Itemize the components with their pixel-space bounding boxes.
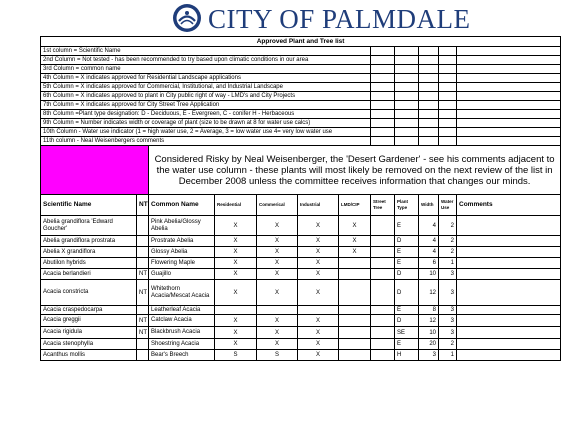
empty-cell: [439, 56, 457, 65]
cell-commercial: X: [257, 339, 298, 350]
cell-commercial: X: [257, 247, 298, 258]
cell-plant-type: E: [395, 247, 419, 258]
cell-water-use: 1: [439, 258, 457, 269]
empty-cell: [439, 119, 457, 128]
header-width: Width: [419, 195, 439, 216]
cell-scientific-name: Acanthus mollis: [41, 350, 137, 361]
empty-cell: [371, 74, 395, 83]
header-commercial: Commerical: [257, 195, 298, 216]
cell-industrial: X: [298, 315, 339, 327]
empty-cell: [457, 74, 561, 83]
cell-comments: [457, 247, 561, 258]
cell-nt: NT: [137, 269, 149, 280]
table-title: Approved Plant and Tree list: [41, 37, 561, 47]
cell-comments: [457, 306, 561, 315]
header-common: Common Name: [149, 195, 215, 216]
cell-comments: [457, 327, 561, 339]
cell-lmd: [339, 339, 371, 350]
empty-cell: [419, 119, 439, 128]
cell-industrial: X: [298, 258, 339, 269]
cell-plant-type: SE: [395, 327, 419, 339]
empty-cell: [371, 137, 395, 146]
empty-cell: [457, 47, 561, 56]
cell-width: 4: [419, 216, 439, 236]
cell-industrial: X: [298, 280, 339, 306]
cell-residential: X: [215, 258, 257, 269]
risky-note-row: [41, 146, 561, 195]
cell-nt: [137, 306, 149, 315]
cell-industrial: X: [298, 247, 339, 258]
cell-width: 3: [419, 350, 439, 361]
cell-industrial: X: [298, 339, 339, 350]
cell-plant-type: H: [395, 350, 419, 361]
city-brand-name: CITY OF PALMDALE: [208, 4, 471, 34]
cell-lmd: [339, 327, 371, 339]
cell-nt: NT: [137, 327, 149, 339]
legend-text: 9th Column = Number indicates width or coverage of plant (size to be drawn at 8 for water use calcs): [41, 119, 371, 128]
empty-cell: [395, 56, 419, 65]
empty-cell: [371, 65, 395, 74]
cell-nt: [137, 216, 149, 236]
table-row: [41, 315, 561, 327]
cell-scientific-name: Abelia grandiflora prostrata: [41, 236, 137, 247]
cell-residential: [215, 306, 257, 315]
cell-residential: X: [215, 247, 257, 258]
legend-row: [41, 47, 561, 56]
cell-industrial: X: [298, 236, 339, 247]
cell-street-tree: [371, 315, 395, 327]
legend-text: 6th Column = X indicates approved to plant in City public right of way - LMD's and City Projects: [41, 92, 371, 101]
empty-cell: [395, 92, 419, 101]
empty-cell: [395, 83, 419, 92]
cell-lmd: [339, 315, 371, 327]
cell-scientific-name: Acacia stenophylla: [41, 339, 137, 350]
cell-nt: NT: [137, 280, 149, 306]
empty-cell: [457, 119, 561, 128]
empty-cell: [439, 137, 457, 146]
cell-width: 6: [419, 258, 439, 269]
header-nt: NT: [137, 195, 149, 216]
empty-cell: [395, 137, 419, 146]
cell-commercial: S: [257, 350, 298, 361]
cell-scientific-name: Acacia rigidula: [41, 327, 137, 339]
empty-cell: [419, 137, 439, 146]
legend-row: [41, 56, 561, 65]
empty-cell: [419, 128, 439, 137]
empty-cell: [371, 101, 395, 110]
table-row: [41, 339, 561, 350]
empty-cell: [419, 65, 439, 74]
column-header-row: [41, 195, 561, 216]
cell-water-use: 2: [439, 247, 457, 258]
legend-row: [41, 74, 561, 83]
cell-commercial: X: [257, 280, 298, 306]
cell-lmd: [339, 350, 371, 361]
cell-common-name: Leatherleaf Acacia: [149, 306, 215, 315]
cell-residential: S: [215, 350, 257, 361]
cell-residential: X: [215, 280, 257, 306]
cell-residential: X: [215, 269, 257, 280]
cell-lmd: X: [339, 216, 371, 236]
cell-lmd: X: [339, 247, 371, 258]
cell-scientific-name: Acacia greggii: [41, 315, 137, 327]
empty-cell: [457, 137, 561, 146]
empty-cell: [457, 65, 561, 74]
empty-cell: [371, 110, 395, 119]
cell-industrial: X: [298, 216, 339, 236]
empty-cell: [439, 92, 457, 101]
cell-commercial: [257, 306, 298, 315]
cell-commercial: X: [257, 315, 298, 327]
empty-cell: [457, 56, 561, 65]
cell-water-use: 3: [439, 280, 457, 306]
cell-lmd: [339, 306, 371, 315]
empty-cell: [457, 83, 561, 92]
cell-common-name: Glossy Abelia: [149, 247, 215, 258]
empty-cell: [371, 83, 395, 92]
empty-cell: [439, 110, 457, 119]
header-residential: Residential: [215, 195, 257, 216]
empty-cell: [439, 74, 457, 83]
cell-comments: [457, 216, 561, 236]
legend-text: 11th column - Neal Weisenbergers comments: [41, 137, 371, 146]
cell-scientific-name: Acacia berlandieri: [41, 269, 137, 280]
empty-cell: [395, 65, 419, 74]
cell-comments: [457, 269, 561, 280]
cell-scientific-name: Abutilon hybrids: [41, 258, 137, 269]
cell-plant-type: E: [395, 339, 419, 350]
cell-water-use: 3: [439, 315, 457, 327]
empty-cell: [457, 92, 561, 101]
table-row: [41, 216, 561, 236]
empty-cell: [419, 56, 439, 65]
legend-row: [41, 119, 561, 128]
legend-text: 10th Column - Water use indicator (1 = high water use, 2 = Average, 3 = low water use 4= very low water use: [41, 128, 371, 137]
cell-water-use: 3: [439, 306, 457, 315]
cell-plant-type: D: [395, 236, 419, 247]
plant-list-table: [40, 36, 561, 361]
cell-comments: [457, 339, 561, 350]
legend-row: [41, 101, 561, 110]
legend-text: 8th Column =Plant type designation: D - Deciduous, E - Evergreen, C - conifer H - Herbaceous: [41, 110, 371, 119]
cell-comments: [457, 258, 561, 269]
cell-water-use: 3: [439, 327, 457, 339]
empty-cell: [439, 101, 457, 110]
cell-width: 8: [419, 306, 439, 315]
cell-street-tree: [371, 236, 395, 247]
cell-common-name: Whitethorn Acacia/Mescat Acacia: [149, 280, 215, 306]
empty-cell: [439, 65, 457, 74]
legend-row: [41, 83, 561, 92]
header-street: Street Tree: [371, 195, 395, 216]
legend-row: [41, 65, 561, 74]
cell-comments: [457, 315, 561, 327]
cell-comments: [457, 236, 561, 247]
table-row: [41, 258, 561, 269]
cell-commercial: X: [257, 236, 298, 247]
cell-plant-type: D: [395, 280, 419, 306]
risky-note-text: Considered Risky by Neal Weisenberger, the 'Desert Gardener' - see his comments adjacent to the water use column - these plants will most likely be removed on the next review of the list in December 2008 unless the committee receives information that changes our minds.: [149, 146, 561, 195]
cell-water-use: 2: [439, 236, 457, 247]
table-row: [41, 269, 561, 280]
cell-nt: NT: [137, 315, 149, 327]
legend-text: 1st column = Scientific Name: [41, 47, 371, 56]
cell-nt: [137, 258, 149, 269]
empty-cell: [395, 128, 419, 137]
empty-cell: [439, 128, 457, 137]
cell-water-use: 3: [439, 269, 457, 280]
cell-residential: X: [215, 216, 257, 236]
empty-cell: [419, 47, 439, 56]
header-scientific: Scientific Name: [41, 195, 137, 216]
table-row: [41, 280, 561, 306]
empty-cell: [457, 128, 561, 137]
empty-cell: [457, 101, 561, 110]
cell-street-tree: [371, 216, 395, 236]
cell-comments: [457, 280, 561, 306]
legend-row: [41, 137, 561, 146]
cell-street-tree: [371, 269, 395, 280]
cell-commercial: X: [257, 327, 298, 339]
legend-row: [41, 128, 561, 137]
cell-residential: X: [215, 327, 257, 339]
empty-cell: [395, 47, 419, 56]
cell-plant-type: E: [395, 306, 419, 315]
cell-common-name: Flowering Maple: [149, 258, 215, 269]
header-water: Water Use: [439, 195, 457, 216]
cell-common-name: Prostrate Abelia: [149, 236, 215, 247]
cell-residential: X: [215, 236, 257, 247]
cell-plant-type: D: [395, 269, 419, 280]
empty-cell: [395, 101, 419, 110]
cell-street-tree: [371, 258, 395, 269]
cell-comments: [457, 350, 561, 361]
cell-width: 10: [419, 269, 439, 280]
cell-lmd: [339, 280, 371, 306]
empty-cell: [395, 110, 419, 119]
cell-width: 10: [419, 327, 439, 339]
empty-cell: [371, 119, 395, 128]
cell-commercial: X: [257, 258, 298, 269]
cell-nt: [137, 247, 149, 258]
cell-commercial: X: [257, 216, 298, 236]
cell-common-name: Pink Abelia/Glossy Abelia: [149, 216, 215, 236]
empty-cell: [395, 74, 419, 83]
empty-cell: [419, 83, 439, 92]
empty-cell: [457, 110, 561, 119]
cell-industrial: X: [298, 269, 339, 280]
table-row: [41, 247, 561, 258]
cell-water-use: 1: [439, 350, 457, 361]
legend-text: 7th Column = X indicates approved for City Street Tree Application: [41, 101, 371, 110]
cell-width: 20: [419, 339, 439, 350]
empty-cell: [371, 56, 395, 65]
cell-scientific-name: Acacia craspedocarpa: [41, 306, 137, 315]
cell-nt: [137, 339, 149, 350]
page-header: [0, 0, 568, 36]
cell-street-tree: [371, 327, 395, 339]
table-row: [41, 350, 561, 361]
empty-cell: [395, 119, 419, 128]
cell-water-use: 2: [439, 339, 457, 350]
header-comments: Comments: [457, 195, 561, 216]
cell-industrial: [298, 306, 339, 315]
empty-cell: [371, 128, 395, 137]
cell-nt: [137, 236, 149, 247]
cell-plant-type: E: [395, 258, 419, 269]
table-row: [41, 327, 561, 339]
cell-scientific-name: Acacia constricta: [41, 280, 137, 306]
cell-street-tree: [371, 350, 395, 361]
cell-water-use: 2: [439, 216, 457, 236]
cell-plant-type: E: [395, 216, 419, 236]
cell-lmd: [339, 258, 371, 269]
cell-lmd: X: [339, 236, 371, 247]
cell-width: 4: [419, 247, 439, 258]
cell-width: 12: [419, 315, 439, 327]
cell-width: 4: [419, 236, 439, 247]
table-row: [41, 306, 561, 315]
cell-street-tree: [371, 339, 395, 350]
empty-cell: [439, 83, 457, 92]
empty-cell: [419, 110, 439, 119]
empty-cell: [419, 74, 439, 83]
cell-common-name: Catclaw Acacia: [149, 315, 215, 327]
empty-cell: [419, 92, 439, 101]
cell-street-tree: [371, 280, 395, 306]
empty-cell: [439, 47, 457, 56]
header-lmd: LMD/CIP: [339, 195, 371, 216]
cell-industrial: X: [298, 327, 339, 339]
cell-plant-type: D: [395, 315, 419, 327]
cell-scientific-name: Abelia X grandiflora: [41, 247, 137, 258]
cell-scientific-name: Abelia grandiflora 'Edward Goucher': [41, 216, 137, 236]
cell-residential: X: [215, 339, 257, 350]
cell-common-name: Blackbrush Acacia: [149, 327, 215, 339]
legend-text: 4th Column = X indicates approved for Residential Landscape applications: [41, 74, 371, 83]
cell-width: 12: [419, 280, 439, 306]
empty-cell: [371, 92, 395, 101]
cell-lmd: [339, 269, 371, 280]
cell-street-tree: [371, 306, 395, 315]
cell-common-name: Shoestring Acacia: [149, 339, 215, 350]
cell-common-name: Bear's Breech: [149, 350, 215, 361]
risky-color-swatch: [41, 146, 149, 195]
cell-common-name: Guajillo: [149, 269, 215, 280]
cell-commercial: X: [257, 269, 298, 280]
empty-cell: [371, 47, 395, 56]
header-plant: Plant Type: [395, 195, 419, 216]
legend-text: 2nd Column = Not tested - has been recommended to try based upon climatic conditions in our area: [41, 56, 371, 65]
legend-row: [41, 110, 561, 119]
cell-industrial: X: [298, 350, 339, 361]
header-industrial: Industrial: [298, 195, 339, 216]
cell-nt: [137, 350, 149, 361]
cell-street-tree: [371, 247, 395, 258]
table-row: [41, 236, 561, 247]
city-seal-icon: [172, 3, 202, 33]
cell-residential: X: [215, 315, 257, 327]
legend-row: [41, 92, 561, 101]
empty-cell: [419, 101, 439, 110]
legend-text: 3rd Column = common name: [41, 65, 371, 74]
legend-text: 5th Column = X indicates approved for Commercial, Institutional, and Industrial Landscape: [41, 83, 371, 92]
